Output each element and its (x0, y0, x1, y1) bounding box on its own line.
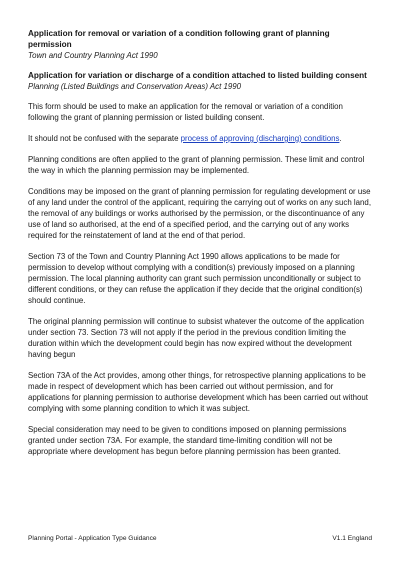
paragraph-special-consideration: Special consideration may need to be given to conditions imposed on planning permissions granted under section 73A. For example, the standard time-limiting condition will not be appropriate where development has begun before planning permission has been granted. (28, 425, 347, 456)
heading-listed-building: Application for variation or discharge of a condition attached to listed building consent (28, 71, 367, 80)
paragraph-conditions-applied: Planning conditions are often applied to the grant of planning permission. These limit and control the way in which the planning permission may be implemented. (28, 155, 365, 175)
heading-removal-variation: Application for removal or variation of a condition following grant of planning permission (28, 29, 330, 49)
conditions-process-link[interactable]: process of approving (discharging) conditions (180, 134, 340, 143)
footer-version: V1.1 England (332, 535, 372, 542)
page-footer (28, 534, 372, 543)
paragraph-conditions-imposed: Conditions may be imposed on the grant of planning permission for regulating development or use of any land under the control of the applicant, requiring the carrying out of works on any such land, the removal of any buildings or works authorised by the permission, or the discontinuance of any use of land so authorised, at the end of a specified period, and the carrying out of any works required for the reinstatement of land at the end of that period. (28, 187, 372, 240)
paragraph-original-permission: The original planning permission will continue to subsist whatever the outcome of the application under section 73. Section 73 will not apply if the period in the previous condition limiting the duration within which the development could begin has now expired without the development having begun (28, 317, 364, 359)
paragraph-not-confused (28, 133, 373, 144)
footer-title: Planning Portal - Application Type Guidance (28, 535, 157, 542)
paragraph-section-73: Section 73 of the Town and Country Planning Act 1990 allows applications to be made for permission to develop without complying with a condition(s) previously imposed on a planning permission. The local planning authority can grant such permission unconditionally or subject to different conditions, or they can refuse the application if they decide that the original condition(s) should continue. (28, 252, 363, 305)
paragraph-section-73a: Section 73A of the Act provides, among other things, for retrospective planning applications to be made in respect of development which has been carried out without permission, and for applications for planning permission to authorise development which has been carried out without complying with some planning condition to which it was subject. (28, 371, 368, 413)
paragraph-form-purpose: This form should be used to make an application for the removal or variation of a condition following the grant of planning permission or listed building consent. (28, 102, 343, 122)
act-reference-town-country: Town and Country Planning Act 1990 (28, 51, 158, 60)
document-page (28, 28, 373, 467)
act-reference-listed-buildings: Planning (Listed Buildings and Conservation Areas) Act 1990 (28, 82, 242, 91)
paragraph-suffix: . (339, 134, 342, 143)
paragraph-prefix: It should not be confused with the separate (28, 134, 181, 143)
